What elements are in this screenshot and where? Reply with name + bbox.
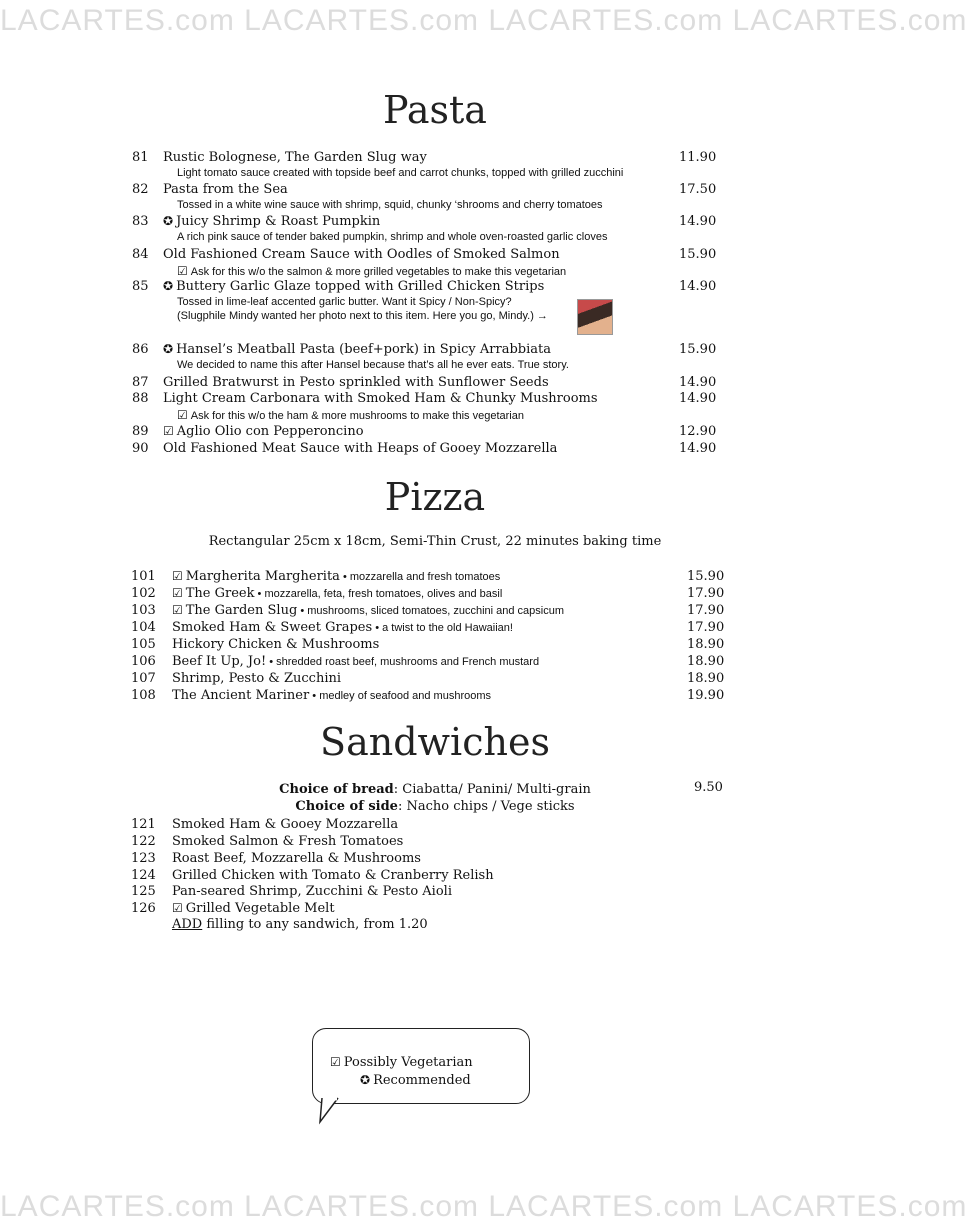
pizza-name-text: Hickory Chicken & Mushrooms bbox=[172, 637, 380, 652]
pasta-name-text: Rustic Bolognese, The Garden Slug way bbox=[163, 150, 427, 165]
checkbox-icon: ☑ bbox=[172, 603, 183, 617]
pasta-title: Pasta bbox=[383, 88, 487, 132]
pasta-number: 85 bbox=[132, 279, 149, 294]
pasta-desc-text: Ask for this w/o the ham & more mushrooms to make this vegetarian bbox=[190, 410, 524, 422]
pasta-desc bbox=[177, 359, 569, 371]
bread-choice bbox=[0, 782, 870, 797]
pasta-desc bbox=[177, 296, 512, 308]
checkbox-icon: ☑ bbox=[172, 586, 183, 600]
pasta-name-text: Buttery Garlic Glaze topped with Grilled Chicken Strips bbox=[176, 279, 545, 294]
pizza-name bbox=[172, 569, 500, 584]
sandwich-name-text: Grilled Vegetable Melt bbox=[185, 901, 335, 916]
pasta-name-text: Aglio Olio con Pepperoncino bbox=[176, 424, 364, 439]
pasta-name-text: Old Fashioned Cream Sauce with Oodles of Smoked Salmon bbox=[163, 247, 560, 262]
bullet-icon: • bbox=[297, 605, 308, 617]
pizza-desc: mushrooms, sliced tomatoes, zucchini and capsicum bbox=[307, 605, 565, 617]
pasta-desc-text: We decided to name this after Hansel because that’s all he ever eats. True story. bbox=[177, 359, 569, 371]
legend-rec-label: Recommended bbox=[373, 1073, 471, 1088]
side-label: Choice of side bbox=[295, 799, 398, 814]
pizza-intro: Rectangular 25cm x 18cm, Semi-Thin Crust, 22 minutes baking time bbox=[208, 534, 662, 549]
legend-rec bbox=[360, 1073, 471, 1088]
pasta-number: 84 bbox=[132, 247, 149, 262]
sandwich-name bbox=[172, 868, 494, 883]
pasta-name bbox=[163, 150, 427, 165]
sandwich-number: 124 bbox=[131, 868, 156, 883]
add-word: ADD bbox=[172, 917, 203, 932]
pasta-name-text: Hansel’s Meatball Pasta (beef+pork) in Spicy Arrabbiata bbox=[176, 342, 551, 357]
pizza-desc: medley of seafood and mushrooms bbox=[319, 690, 492, 702]
pizza-price: 17.90 bbox=[687, 603, 725, 618]
checkbox-icon: ☑ bbox=[330, 1055, 341, 1069]
pasta-price: 11.90 bbox=[679, 150, 717, 165]
pizza-price: 19.90 bbox=[687, 688, 725, 703]
sandwich-name bbox=[172, 834, 403, 849]
pasta-name-text: Juicy Shrimp & Roast Pumpkin bbox=[176, 214, 381, 229]
checkbox-icon: ☑ bbox=[172, 569, 183, 583]
pasta-name bbox=[163, 182, 288, 197]
sandwich-number: 123 bbox=[131, 851, 156, 866]
sandwich-name bbox=[172, 884, 452, 899]
sandwich-name-text: Grilled Chicken with Tomato & Cranberry Relish bbox=[172, 868, 494, 883]
sandwiches-title: Sandwiches bbox=[320, 720, 550, 764]
bullet-icon: • bbox=[339, 571, 350, 583]
pizza-name bbox=[172, 637, 379, 652]
pizza-number: 102 bbox=[131, 586, 156, 601]
side-value: : Nacho chips / Vege sticks bbox=[397, 799, 575, 814]
pasta-price: 14.90 bbox=[679, 391, 717, 406]
pasta-name bbox=[163, 214, 380, 229]
pizza-number: 108 bbox=[131, 688, 156, 703]
pasta-number: 82 bbox=[132, 182, 149, 197]
pasta-desc bbox=[177, 264, 566, 278]
pasta-name-text: Light Cream Carbonara with Smoked Ham & Chunky Mushrooms bbox=[163, 391, 598, 406]
pasta-number: 90 bbox=[132, 441, 149, 456]
sandwich-number: 122 bbox=[131, 834, 156, 849]
bullet-icon: • bbox=[266, 656, 277, 668]
pizza-name-text: Shrimp, Pesto & Zucchini bbox=[172, 671, 342, 686]
pasta-number: 83 bbox=[132, 214, 149, 229]
pasta-desc-text: Ask for this w/o the salmon & more grilled vegetables to make this vegetarian bbox=[190, 266, 567, 278]
pizza-desc: a twist to the old Hawaiian! bbox=[382, 622, 513, 634]
sandwich-number: 126 bbox=[131, 901, 156, 916]
pasta-name bbox=[163, 375, 549, 390]
pizza-price: 18.90 bbox=[687, 637, 725, 652]
pizza-name-text: The Ancient Mariner bbox=[172, 688, 310, 703]
bullet-icon: • bbox=[372, 622, 383, 634]
pizza-desc: mozzarella, feta, fresh tomatoes, olives and basil bbox=[264, 588, 503, 600]
pizza-number: 103 bbox=[131, 603, 156, 618]
watermark-bottom: LACARTES.com LACARTES.com LACARTES.com LACARTES.com bbox=[0, 1190, 967, 1223]
pasta-name bbox=[163, 424, 364, 439]
pizza-name bbox=[172, 688, 491, 703]
bullet-icon: • bbox=[254, 588, 265, 600]
checkbox-icon: ☑ bbox=[172, 901, 183, 915]
pasta-price: 14.90 bbox=[679, 441, 717, 456]
pizza-number: 106 bbox=[131, 654, 156, 669]
checkbox-icon: ☑ bbox=[177, 408, 188, 422]
pizza-name bbox=[172, 671, 341, 686]
star-icon: ✪ bbox=[163, 279, 174, 293]
pasta-desc-text: A rich pink sauce of tender baked pumpkin, shrimp and whole oven-roasted garlic cloves bbox=[177, 231, 608, 243]
pizza-price: 18.90 bbox=[687, 671, 725, 686]
star-icon: ✪ bbox=[163, 342, 174, 356]
bread-label: Choice of bread bbox=[279, 782, 394, 797]
sandwich-name-text: Smoked Salmon & Fresh Tomatoes bbox=[172, 834, 404, 849]
pizza-desc: mozzarella and fresh tomatoes bbox=[349, 571, 501, 583]
sandwich-name bbox=[172, 901, 335, 916]
pasta-desc-2: (Slugphile Mindy wanted her photo next to this item. Here you go, Mindy.) → bbox=[177, 310, 548, 322]
pasta-name bbox=[163, 247, 560, 262]
pizza-price: 15.90 bbox=[687, 569, 725, 584]
pizza-name bbox=[172, 603, 564, 618]
pasta-price: 15.90 bbox=[679, 342, 717, 357]
pasta-name-text: Pasta from the Sea bbox=[163, 182, 288, 197]
sandwich-number: 125 bbox=[131, 884, 156, 899]
pasta-number: 81 bbox=[132, 150, 149, 165]
add-filling-note bbox=[172, 917, 428, 932]
pasta-name bbox=[163, 342, 551, 357]
pizza-name-text: Smoked Ham & Sweet Grapes bbox=[172, 620, 373, 635]
pasta-name bbox=[163, 391, 598, 406]
star-icon: ✪ bbox=[163, 214, 174, 228]
pasta-price: 15.90 bbox=[679, 247, 717, 262]
pasta-name-text: Grilled Bratwurst in Pesto sprinkled with Sunflower Seeds bbox=[163, 375, 549, 390]
sandwich-name-text: Pan-seared Shrimp, Zucchini & Pesto Aioli bbox=[172, 884, 452, 899]
sandwich-name bbox=[172, 817, 398, 832]
pizza-price: 17.90 bbox=[687, 620, 725, 635]
pizza-number: 105 bbox=[131, 637, 156, 652]
pizza-name bbox=[172, 586, 502, 601]
pizza-number: 107 bbox=[131, 671, 156, 686]
pasta-price: 12.90 bbox=[679, 424, 717, 439]
bread-value: : Ciabatta/ Panini/ Multi-grain bbox=[393, 782, 591, 797]
pasta-name bbox=[163, 441, 557, 456]
pasta-desc bbox=[177, 199, 603, 211]
pizza-number: 104 bbox=[131, 620, 156, 635]
pasta-number: 89 bbox=[132, 424, 149, 439]
legend-tail bbox=[318, 1098, 348, 1124]
sandwich-name-text: Roast Beef, Mozzarella & Mushrooms bbox=[172, 851, 421, 866]
watermark-top: LACARTES.com LACARTES.com LACARTES.com LACARTES.com bbox=[0, 4, 967, 37]
checkbox-icon: ☑ bbox=[163, 424, 174, 438]
bullet-icon: • bbox=[309, 690, 320, 702]
add-rest: filling to any sandwich, from 1.20 bbox=[202, 917, 428, 932]
pasta-number: 88 bbox=[132, 391, 149, 406]
pizza-number: 101 bbox=[131, 569, 156, 584]
mindy-photo bbox=[577, 299, 613, 335]
pizza-price: 18.90 bbox=[687, 654, 725, 669]
pasta-price: 17.50 bbox=[679, 182, 717, 197]
pizza-name bbox=[172, 620, 513, 635]
checkbox-icon: ☑ bbox=[177, 264, 188, 278]
sandwich-price: 9.50 bbox=[694, 780, 723, 795]
pasta-price: 14.90 bbox=[679, 214, 717, 229]
pasta-desc-text: Light tomato sauce created with topside beef and carrot chunks, topped with grilled zucchini bbox=[177, 167, 624, 179]
pizza-name bbox=[172, 654, 539, 669]
star-icon: ✪ bbox=[360, 1073, 371, 1087]
pizza-name-text: The Garden Slug bbox=[185, 603, 298, 618]
pasta-desc-text: Tossed in lime-leaf accented garlic butter. Want it Spicy / Non-Spicy? bbox=[177, 296, 512, 308]
pasta-price: 14.90 bbox=[679, 279, 717, 294]
pasta-number: 86 bbox=[132, 342, 149, 357]
pasta-price: 14.90 bbox=[679, 375, 717, 390]
pizza-title: Pizza bbox=[384, 475, 486, 519]
legend-veg bbox=[330, 1055, 473, 1070]
side-choice bbox=[0, 799, 870, 814]
legend-veg-label: Possibly Vegetarian bbox=[343, 1055, 473, 1070]
pasta-desc bbox=[177, 167, 623, 179]
pizza-name-text: The Greek bbox=[185, 586, 255, 601]
pasta-desc bbox=[177, 408, 524, 422]
pasta-number: 87 bbox=[132, 375, 149, 390]
pasta-desc-text: Tossed in a white wine sauce with shrimp, squid, chunky ‘shrooms and cherry tomatoes bbox=[177, 199, 603, 211]
pasta-name bbox=[163, 279, 544, 294]
pizza-name-text: Margherita Margherita bbox=[185, 569, 340, 584]
sandwich-name-text: Smoked Ham & Gooey Mozzarella bbox=[172, 817, 399, 832]
pizza-name-text: Beef It Up, Jo! bbox=[172, 654, 267, 669]
pasta-name-text: Old Fashioned Meat Sauce with Heaps of Gooey Mozzarella bbox=[163, 441, 558, 456]
pizza-price: 17.90 bbox=[687, 586, 725, 601]
sandwich-name bbox=[172, 851, 421, 866]
sandwich-number: 121 bbox=[131, 817, 156, 832]
pizza-desc: shredded roast beef, mushrooms and French mustard bbox=[276, 656, 540, 668]
pasta-desc bbox=[177, 231, 607, 243]
